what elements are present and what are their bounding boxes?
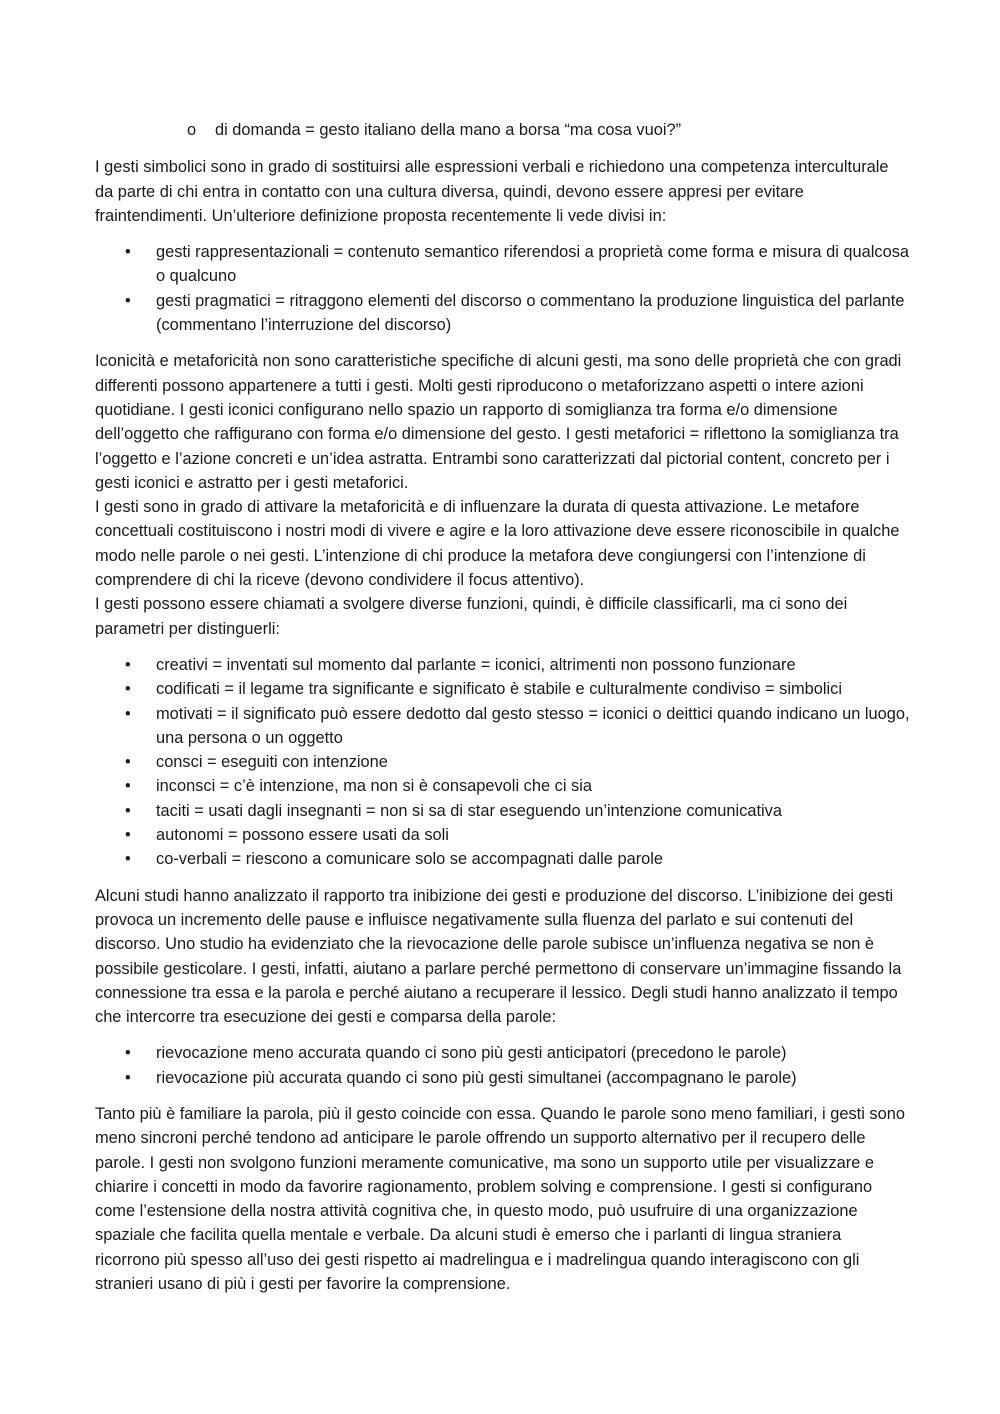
list-item: • creativi = inventati sul momento dal parlante = iconici, altrimenti non possono funzionare <box>95 653 910 677</box>
list-item: • consci = eseguiti con intenzione <box>95 750 910 774</box>
paragraph-iconicita: Iconicità e metaforicità non sono caratteristiche specifiche di alcuni gesti, ma sono delle proprietà che con gradi differenti possono appartenere a tutti i gesti. Molti gesti riproducono o metaforizzano aspetti o intere azioni quotidiane. I gesti iconici configurano nello spazio un rapporto di somiglianza tra forma e/o dimensione dell’oggetto che raffigurano con forma e/o dimensione del gesto. I gesti metaforici = riflettono la somiglianza tra l’oggetto e l’azione concreti e un’idea astratta. Entrambi sono caratterizzati dal pictorial content, concreto per i gesti iconici e astratto per i gesti metaforici. <box>95 352 902 492</box>
bullet-list-parametri <box>95 653 910 872</box>
bullet-icon: • <box>125 801 131 820</box>
list-item: • rievocazione più accurata quando ci sono più gesti simultanei (accompagnano le parole) <box>95 1066 910 1090</box>
bullet-icon: • <box>125 704 131 723</box>
list-item: • gesti rappresentazionali = contenuto semantico riferendosi a proprietà come forma e misura di qualcosa o qualcuno <box>95 240 910 289</box>
list-item: • co-verbali = riescono a comunicare solo se accompagnati dalle parole <box>95 847 910 871</box>
list-item: • motivati = il significato può essere dedotto dal gesto stesso = iconici o deittici quando indicano un luogo, una persona o un oggetto <box>95 702 910 751</box>
list-item: • inconsci = c’è intenzione, ma non si è consapevoli che ci sia <box>95 774 910 798</box>
bullet-icon: • <box>125 1044 131 1063</box>
paragraph-inibizione: Alcuni studi hanno analizzato il rapporto tra inibizione dei gesti e produzione del discorso. L’inibizione dei gesti provoca un incremento delle pause e influisce negativamente sulla fluenza del parlato e sui contenuti del discorso. Uno studio ha evidenziato che la rievocazione delle parole subisce un’influenza negativa se non è possibile gesticolare. I gesti, infatti, aiutano a parlare perché permettono di conservare un’immagine fissando la connessione tra essa e la parola e perché aiutano a recuperare il lessico. Degli studi hanno analizzato il tempo che intercorre tra esecuzione dei gesti e comparsa della parole: <box>95 886 902 1027</box>
paragraph-gesti-simbolici: I gesti simbolici sono in grado di sostituirsi alle espressioni verbali e richiedono una competenza interculturale da parte di chi entra in contatto con una cultura diversa, quindi, devono essere appresi per evitare fraintendimenti. Un’ulteriore definizione proposta recentemente li vede divisi in: <box>95 158 889 225</box>
bullet-icon: • <box>125 753 131 772</box>
paragraph-metaforicita: I gesti sono in grado di attivare la metaforicità e di influenzare la durata di questa attivazione. Le metafore concettuali costituiscono i nostri modi di vivere e agire e la loro attivazione deve essere riconoscibile in qualche modo nelle parole o nei gesti. L’intenzione di chi produce la metafora deve congiungersi con l’intenzione di comprendere di chi la riceve (devono condividere il focus attentivo). <box>95 498 900 590</box>
bullet-icon: • <box>125 291 131 310</box>
bullet-list-gesti-types <box>95 240 910 337</box>
bullet-icon: • <box>125 826 131 845</box>
sub-list-marker: o <box>187 121 197 139</box>
list-item: • codificati = il legame tra significante e significato è stabile e culturalmente condiviso = simbolici <box>95 677 910 701</box>
list-item: • autonomi = possono essere usati da soli <box>95 823 910 847</box>
list-item: • rievocazione meno accurata quando ci sono più gesti anticipatori (precedono le parole) <box>95 1041 910 1065</box>
document-page <box>95 118 910 1308</box>
bullet-icon: • <box>125 1068 131 1087</box>
bullet-icon: • <box>125 243 131 262</box>
sub-list-item-text: di domanda = gesto italiano della mano a borsa “ma cosa vuoi?” <box>215 121 682 139</box>
paragraph-familiarita: Tanto più è familiare la parola, più il gesto coincide con essa. Quando le parole sono meno familiari, i gesti sono meno sincroni perché tendono ad anticipare le parole offrendo un supporto alternativo per il recupero delle parole. I gesti non svolgono funzioni meramente comunicative, ma sono un supporto utile per visualizzare e chiarire i concetti in modo da favorire ragionamento, problem solving e comprensione. I gesti si configurano come l’estensione della nostra attività cognitiva che, in questo modo, può usufruire di una organizzazione spaziale che facilita quella mentale e verbale. Da alcuni studi è emerso che i parlanti di lingua straniera ricorrono più spesso all’uso dei gesti rispetto ai madrelingua e i madrelingua quando interagiscono con gli stranieri usano di più i gesti per favorire la comprensione. <box>95 1104 905 1294</box>
bullet-icon: • <box>125 655 131 674</box>
bullet-icon: • <box>125 850 131 869</box>
bullet-icon: • <box>125 777 131 796</box>
paragraph-funzioni: I gesti possono essere chiamati a svolgere diverse funzioni, quindi, è difficile classificarli, ma ci sono dei parametri per distinguerli: <box>95 595 848 638</box>
sub-list-item <box>95 118 910 142</box>
list-item: • gesti pragmatici = ritraggono elementi del discorso o commentano la produzione linguistica del parlante (commentano l’interruzione del discorso) <box>95 289 910 338</box>
bullet-list-rievocazione <box>95 1041 910 1090</box>
list-item: • taciti = usati dagli insegnanti = non si sa di star eseguendo un’intenzione comunicativa <box>95 799 910 823</box>
bullet-icon: • <box>125 680 131 699</box>
